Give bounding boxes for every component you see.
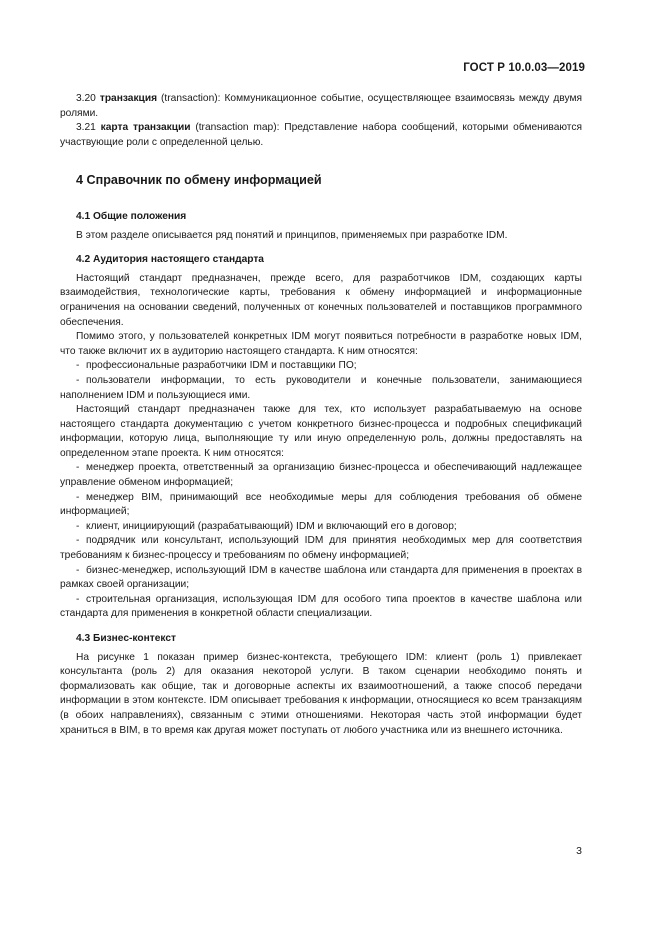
section-4-1-paragraph: В этом разделе описывается ряд понятий и принципов, применяемых при разработке IDM. [76, 229, 508, 241]
section-4-title: 4 Справочник по обмену информацией [76, 173, 322, 188]
section-4-2-paragraph-3: Настоящий стандарт предназначен также для тех, кто использует разрабатываемую на основе настоящего стандарта документацию с учетом конкретного бизнес-процесса и подробных спецификаций информации, которую лица, выполняющие ту или иную определенную роль, должны предоставлять на определенном этапе проекта. К ним относятся: [60, 404, 582, 459]
list-item: - профессиональные разработчики IDM и поставщики ПО; [76, 360, 357, 372]
section-4-2-paragraph-2: Помимо этого, у пользователей конкретных IDM могут появиться потребности в разработке новых IDM, что также включит их в аудиторию настоящего стандарта. К ним относятся: [60, 331, 582, 357]
section-4-1-title: 4.1 Общие положения [76, 210, 187, 222]
section-4-2-paragraph-1: Настоящий стандарт предназначен, прежде всего, для разработчиков IDM, создающих карты взаимодействия, технологические карты, требования к обмену информацией и информационные ограничения на основании сведений, полученных от конечных пользователей и поставщиков программного обеспечения. [60, 272, 582, 328]
list-item: - бизнес-менеджер, использующий IDM в качестве шаблона или стандарта для применения в проектах в рамках своей организации; [60, 564, 582, 591]
list-item: - подрядчик или консультант, использующий IDM для принятия необходимых мер для соответствия требованиям к бизнес-процессу и требованиям по обмену информацией; [60, 535, 582, 562]
page-number: 3 [576, 845, 582, 857]
section-4-3-paragraph: На рисунке 1 показан пример бизнес-контекста, требующего IDM: клиент (роль 1) привлекает консультанта (роль 2) для оказания некоторой услуги. В таком сценарии необходимо понять и формализовать как общие, так и договорные аспекты их взаимоотношений, а также способ передачи информации в этом контексте. IDM описывает требования к информации, относящиеся ко всем транзакциям (в обоих направлениях), связанным с этими отношениями. Некоторая часть этой информации будет храниться в BIM, в то время как другая может поступать от любого участника или из внешнего источника. [60, 651, 582, 736]
section-4-3-title: 4.3 Бизнес-контекст [76, 633, 176, 644]
document-header: ГОСТ Р 10.0.03—2019 [463, 62, 585, 74]
list-item: - клиент, инициирующий (разрабатывающий) IDM и включающий его в договор; [76, 520, 457, 532]
definition-3-20: 3.20 транзакция (transaction): Коммуникационное событие, осуществляющее взаимосвязь между двумя ролями. [60, 93, 582, 119]
definition-3-21: 3.21 карта транзакции (transaction map): Представление набора сообщений, которыми обмениваются участвующие роли с определенной целью. [60, 122, 582, 148]
list-item: - строительная организация, использующая IDM для особого типа проектов в качестве шаблона или стандарта для применения в конкретной области специализации. [60, 593, 582, 620]
list-item: - менеджер BIM, принимающий все необходимые меры для соблюдения требования об обмене информацией; [60, 491, 582, 518]
section-4-2-title: 4.2 Аудитория настоящего стандарта [76, 254, 264, 266]
list-item: - менеджер проекта, ответственный за организацию бизнес-процесса и обеспечивающий надлежащее управление обменом информацией; [60, 462, 582, 489]
list-item: - пользователи информации, то есть руководители и конечные пользователи, занимающиеся наполнением IDM и пользующиеся ими. [60, 374, 582, 401]
document-body [60, 92, 582, 738]
